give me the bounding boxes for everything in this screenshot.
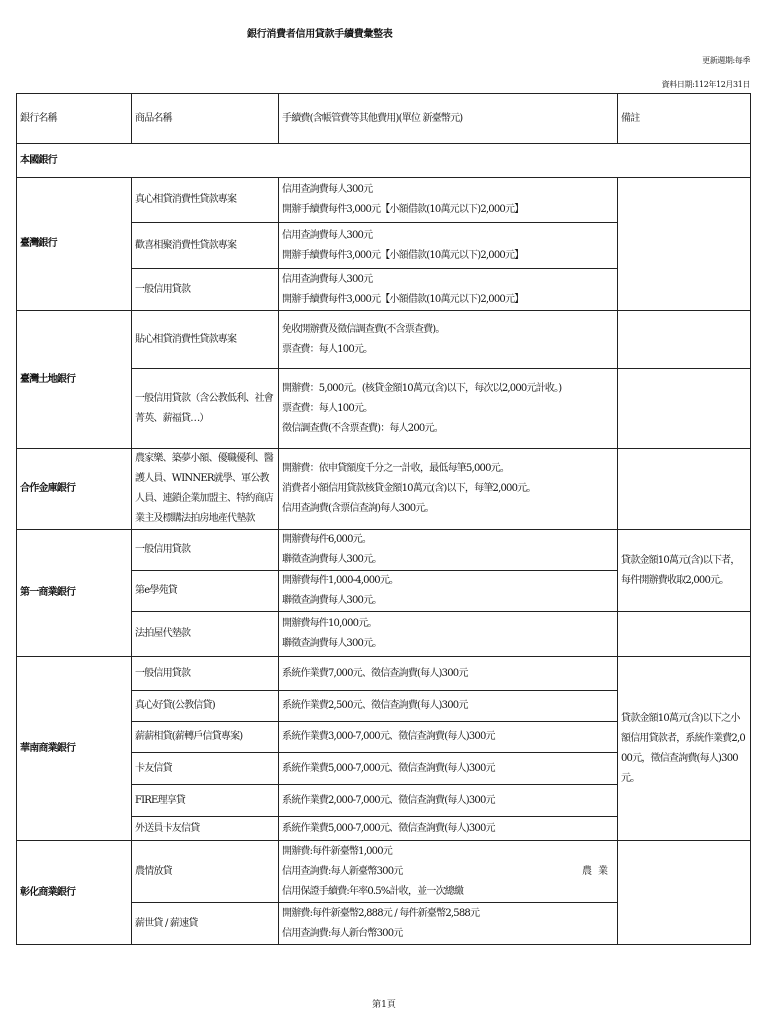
product-name: 第e學苑貸 (132, 571, 279, 612)
remark-text: 貸款金額10萬元(含)以下者，每件開辦費收取2,000元。 (621, 554, 740, 586)
product-name: 歡喜相聚消費性貸款專案 (132, 223, 279, 269)
product-name: 一般信用貸款（含公教低利、社會菁英、薪福貸…） (132, 369, 279, 449)
fee-line: 系統作業費5,000-7,000元、徵信查詢費(每人)300元 (282, 762, 495, 774)
bank-name: 臺灣銀行 (17, 178, 132, 311)
header-product-name: 商品名稱 (132, 94, 279, 144)
fee-line: 系統作業費5,000-7,000元、徵信查詢費(每人)300元 (282, 822, 495, 834)
product-name: 一般信用貸款 (132, 530, 279, 571)
product-name: 一般信用貸款 (132, 657, 279, 691)
fee-line: 信用查詢費:每人新台幣300元 (282, 927, 403, 939)
remark-cell (618, 841, 751, 945)
page-number: 第1頁 (372, 1000, 396, 1010)
remark-cell (618, 530, 751, 612)
fee-line: 系統作業費2,500元、徵信查詢費(每人)300元 (282, 700, 468, 711)
bank-name: 臺灣土地銀行 (17, 311, 132, 449)
header-bank-name: 銀行名稱 (17, 94, 132, 144)
fee-line: 聯徵查詢費每人300元。 (282, 554, 382, 565)
fee-line: 徵信調查費(不含票查費)：每人200元。 (282, 422, 443, 434)
fee-line: 聯徵查詢費每人300元。 (282, 595, 382, 606)
header-remark: 備註 (618, 94, 751, 144)
product-name: 薪薪相貸(薪轉戶信貸專案) (132, 722, 279, 753)
fee-note: 農業 (582, 865, 614, 877)
fee-cell (279, 571, 618, 612)
product-name: 真心相貸消費性貸款專案 (132, 178, 279, 223)
update-cycle: 更新週期:每季 (702, 56, 750, 65)
fee-line: 開辦手續費每件3,000元【小額借款(10萬元以下)2,000元】 (282, 293, 524, 305)
remark-cell (618, 449, 751, 530)
table-header-row (17, 94, 751, 144)
fee-line: 開辦費每件10,000元。 (282, 618, 377, 629)
product-name: 農情放貸 (132, 841, 279, 903)
section-row (17, 144, 751, 178)
product-name: 外送員卡友信貸 (132, 817, 279, 841)
fee-cell (279, 178, 618, 223)
fee-cell (279, 311, 618, 369)
product-name: 卡友信貸 (132, 753, 279, 785)
product-name: 農家樂、築夢小額、優職優利、醫護人員、WINNER就學、軍公教人員、連鎖企業加盟主、特約商店業主及標購法拍房地產代墊款 (132, 449, 279, 530)
fee-cell (279, 785, 618, 817)
header-fee: 手續費(含帳管費等其他費用)(單位 新臺幣元) (279, 94, 618, 144)
table-row (17, 311, 751, 369)
fee-line: 信用查詢費每人300元 (282, 273, 373, 285)
fee-line (282, 862, 614, 882)
table-row (17, 449, 751, 530)
fee-cell (279, 269, 618, 311)
fee-line: 信用查詢費每人300元 (282, 184, 373, 195)
bank-name: 合作金庫銀行 (17, 449, 132, 530)
fee-line: 開辦費：依申貸額度千分之一計收，最低每筆5,000元。 (282, 463, 510, 474)
bank-name: 第一商業銀行 (17, 530, 132, 657)
fee-line: 開辦手續費每件3,000元【小額借款(10萬元以下)2,000元】 (282, 249, 524, 261)
fee-line: 票查費：每人100元。 (282, 402, 373, 414)
fee-line: 開辦手續費每件3,000元【小額借款(10萬元以下)2,000元】 (282, 204, 524, 215)
data-date: 資料日期:112年12月31日 (661, 80, 750, 89)
remark-cell (618, 369, 751, 449)
fee-cell (279, 817, 618, 841)
fee-line: 票查費：每人100元。 (282, 343, 373, 355)
fee-line: 信用查詢費每人300元 (282, 229, 373, 241)
table-row (17, 841, 751, 903)
fee-line: 系統作業費3,000-7,000元、徵信查詢費(每人)300元 (282, 731, 495, 742)
fee-line: 信用保證手續費:年率0.5%計收，並一次總繳 (282, 885, 464, 897)
remark-cell (618, 612, 751, 657)
table-row (17, 657, 751, 691)
product-name: 法拍屋代墊款 (132, 612, 279, 657)
fee-cell (279, 753, 618, 785)
remark-text: 貸款金額10萬元(含)以下之小額信用貸款者，系統作業費2,000元，徵信查詢費(每人)300元。 (621, 712, 745, 784)
fee-table (16, 93, 751, 945)
product-name: 真心好貸(公教信貸) (132, 691, 279, 722)
remark-cell (618, 178, 751, 311)
fee-cell (279, 657, 618, 691)
fee-line: 聯徵查詢費每人300元。 (282, 638, 382, 649)
fee-cell (279, 223, 618, 269)
table-row (17, 178, 751, 223)
fee-line: 系統作業費2,000-7,000元、徵信查詢費(每人)300元 (282, 794, 495, 806)
fee-cell (279, 612, 618, 657)
fee-line: 免收開辦費及徵信調查費(不含票查費)。 (282, 323, 445, 335)
fee-line: 開辦費每件6,000元。 (282, 534, 372, 545)
fee-line-text: 信用查詢費:每人新臺幣300元 (282, 865, 403, 877)
fee-line: 消費者小額信用貸款核貸金額10萬元(含)以下，每筆2,000元。 (282, 483, 536, 494)
fee-cell (279, 841, 618, 903)
product-name: 薪世貸 / 薪速貸 (132, 903, 279, 945)
fee-cell (279, 722, 618, 753)
fee-line: 開辦費每件1,000-4,000元。 (282, 575, 399, 586)
product-name: FIRE理享貸 (132, 785, 279, 817)
product-name: 貼心相貸消費性貸款專案 (132, 311, 279, 369)
fee-cell (279, 369, 618, 449)
fee-cell (279, 903, 618, 945)
fee-line: 開辦費:每件新臺幣1,000元 (282, 845, 392, 857)
fee-line: 開辦費:每件新臺幣2,888元 / 每件新臺幣2,588元 (282, 907, 480, 919)
fee-line: 系統作業費7,000元、徵信查詢費(每人)300元 (282, 667, 468, 679)
fee-cell (279, 530, 618, 571)
fee-cell (279, 691, 618, 722)
section-title: 本國銀行 (17, 144, 751, 178)
bank-name: 彰化商業銀行 (17, 841, 132, 945)
fee-line: 開辦費：5,000元。(核貸金額10萬元(含)以下，每次以2,000元計收。) (282, 382, 562, 394)
remark-cell (618, 311, 751, 369)
table-row (17, 530, 751, 571)
bank-name: 華南商業銀行 (17, 657, 132, 841)
product-name: 一般信用貸款 (132, 269, 279, 311)
remark-cell (618, 657, 751, 841)
fee-cell (279, 449, 618, 530)
fee-line: 信用查詢費(含票信查詢)每人300元。 (282, 503, 434, 514)
page-title: 銀行消費者信用貸款手續費彙整表 (247, 29, 393, 40)
